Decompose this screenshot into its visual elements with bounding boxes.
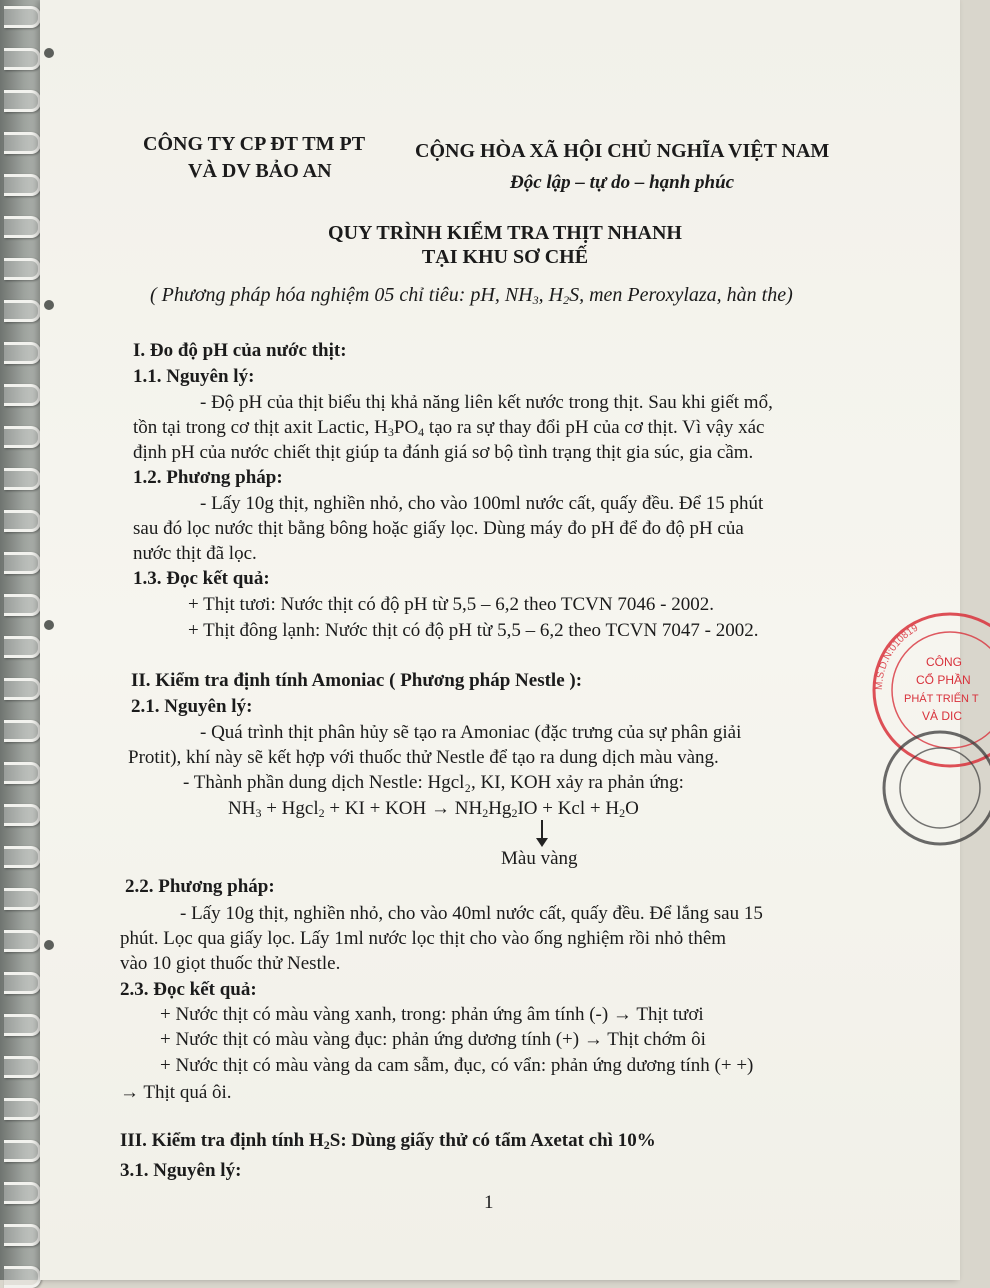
binding-coil	[4, 678, 41, 700]
section-1-1-heading: 1.1. Nguyên lý:	[133, 366, 255, 387]
binding-coil	[4, 1014, 41, 1036]
arrow-head-icon	[536, 838, 548, 847]
binding-coil	[4, 846, 41, 868]
binding-coil	[4, 426, 41, 448]
punch-hole	[44, 48, 54, 58]
binding-coil	[4, 216, 41, 238]
company-name-line1: CÔNG TY CP ĐT TM PT	[143, 133, 366, 155]
binding-coil	[4, 342, 41, 364]
paragraph-line: sau đó lọc nước thịt bằng bông hoặc giấy lọc. Dùng máy đo pH để đo độ pH của	[133, 518, 744, 539]
paragraph-line: - Độ pH của thịt biểu thị khả năng liên kết nước trong thịt. Sau khi giết mổ,	[200, 392, 773, 413]
binding-coil	[4, 132, 41, 154]
paragraph-line: tồn tại trong cơ thịt axit Lactic, $H_3PO_4$ tạo ra sự thay đổi pH của cơ thịt. Vì vậy xác	[133, 417, 765, 439]
equation-note: Màu vàng	[501, 848, 578, 869]
binding-coil	[4, 48, 41, 70]
section-2-2-heading: 2.2. Phương pháp:	[125, 876, 275, 897]
binding-coil	[4, 972, 41, 994]
section-2-1-heading: 2.1. Nguyên lý:	[131, 696, 253, 717]
binding-coil	[4, 552, 41, 574]
section-1-2-heading: 1.2. Phương pháp:	[133, 467, 283, 488]
nation-motto: Độc lập – tự do – hạnh phúc	[510, 172, 735, 193]
binding-coil	[4, 930, 41, 952]
paragraph-line: phút. Lọc qua giấy lọc. Lấy 1ml nước lọc thịt cho vào ống nghiệm rồi nhỏ thêm	[120, 928, 727, 949]
binding-coil	[4, 636, 41, 658]
reaction-equation: $NH_3$ + Hgcl$_2$ + KI + KOH → $NH_2Hg_2IO$ + Kcl + $H_2O$	[228, 798, 639, 820]
document-subtitle: ( Phương pháp hóa nghiệm 05 chỉ tiêu: pH, $NH_3$, $H_2S$, men Peroxylaza, hàn the)	[150, 284, 793, 307]
binding-coil	[4, 720, 41, 742]
paragraph-line: - Quá trình thịt phân hủy sẽ tạo ra Amoniac (đặc trưng của sự phân giải	[200, 722, 742, 743]
binding-coil	[4, 804, 41, 826]
section-3-1-heading: 3.1. Nguyên lý:	[120, 1160, 242, 1181]
paragraph-line: - Lấy 10g thịt, nghiền nhỏ, cho vào 40ml nước cất, quấy đều. Để lắng sau 15	[180, 903, 763, 924]
binding-coil	[4, 1182, 41, 1204]
binding-coil	[4, 594, 41, 616]
binding-coil	[4, 1224, 41, 1246]
company-name-line2: VÀ DV BẢO AN	[188, 160, 332, 182]
section-3-heading: III. Kiểm tra định tính $H_2S$: Dùng giấy thử có tẩm Axetat chì 10%	[120, 1130, 656, 1152]
binding-coil	[4, 258, 41, 280]
result-line: + Thịt tươi: Nước thịt có độ pH từ 5,5 – 6,2 theo TCVN 7046 - 2002.	[188, 594, 714, 615]
paragraph-line: Protit), khí này sẽ kết hợp với thuốc thử Nestle để tạo ra dung dịch màu vàng.	[128, 747, 719, 768]
section-1-heading: I. Đo độ pH của nước thịt:	[133, 340, 347, 361]
stamp-line: PHÁT TRIỂN T	[904, 693, 979, 705]
paragraph-line: vào 10 giọt thuốc thử Nestle.	[120, 953, 341, 974]
paragraph-line: nước thịt đã lọc.	[133, 543, 257, 564]
stamp-line: VÀ DIC	[922, 709, 963, 723]
result-line: → Thịt quá ôi.	[120, 1082, 232, 1103]
result-line: + Nước thịt có màu vàng đục: phản ứng dương tính (+) → Thịt chớm ôi	[160, 1029, 706, 1050]
binding-coil	[4, 1098, 41, 1120]
binding-coil	[4, 174, 41, 196]
company-stamp	[860, 610, 990, 860]
binding-coil	[4, 1140, 41, 1162]
binding-coil	[4, 1056, 41, 1078]
paragraph-line: định pH của nước chiết thịt giúp ta đánh giá sơ bộ tình trạng thịt gia súc, gia cầm.	[133, 442, 754, 463]
binding-coil	[4, 384, 41, 406]
paragraph-line: - Thành phần dung dịch Nestle: Hgcl₂, KI, KOH xảy ra phản ứng:	[183, 772, 684, 793]
binding-coil	[4, 468, 41, 490]
stamp-ring-text: M.S.D.N:010819	[873, 622, 921, 691]
stamp-line: CÔNG	[926, 655, 962, 669]
punch-hole	[44, 300, 54, 310]
section-1-3-heading: 1.3. Đọc kết quả:	[133, 568, 270, 589]
stamp-line: CỔ PHẦN	[916, 673, 971, 687]
binding-coil	[4, 888, 41, 910]
section-2-3-heading: 2.3. Đọc kết quả:	[120, 979, 257, 1000]
document-title-line1: QUY TRÌNH KIỂM TRA THỊT NHANH	[328, 222, 682, 244]
binding-coil	[4, 300, 41, 322]
binding-coil	[4, 1266, 41, 1288]
nation-title: CỘNG HÒA XÃ HỘI CHỦ NGHĨA VIỆT NAM	[415, 140, 830, 162]
paragraph-line: - Lấy 10g thịt, nghiền nhỏ, cho vào 100ml nước cất, quấy đều. Để 15 phút	[200, 493, 764, 514]
binding-coil	[4, 90, 41, 112]
page-number: 1	[484, 1192, 494, 1213]
result-line: + Thịt đông lạnh: Nước thịt có độ pH từ 5,5 – 6,2 theo TCVN 7047 - 2002.	[188, 620, 759, 641]
punch-hole	[44, 940, 54, 950]
document-title-line2: TẠI KHU SƠ CHẾ	[421, 246, 589, 268]
section-2-heading: II. Kiểm tra định tính Amoniac ( Phương pháp Nestle ):	[131, 670, 583, 691]
binding-coil	[4, 762, 41, 784]
binding-coil	[4, 510, 41, 532]
punch-hole	[44, 620, 54, 630]
result-line: + Nước thịt có màu vàng xanh, trong: phản ứng âm tính (-) → Thịt tươi	[160, 1004, 704, 1025]
binding-coil	[4, 6, 41, 28]
result-line: + Nước thịt có màu vàng da cam sẫm, đục, có vẩn: phản ứng dương tính (+ +)	[160, 1055, 754, 1076]
